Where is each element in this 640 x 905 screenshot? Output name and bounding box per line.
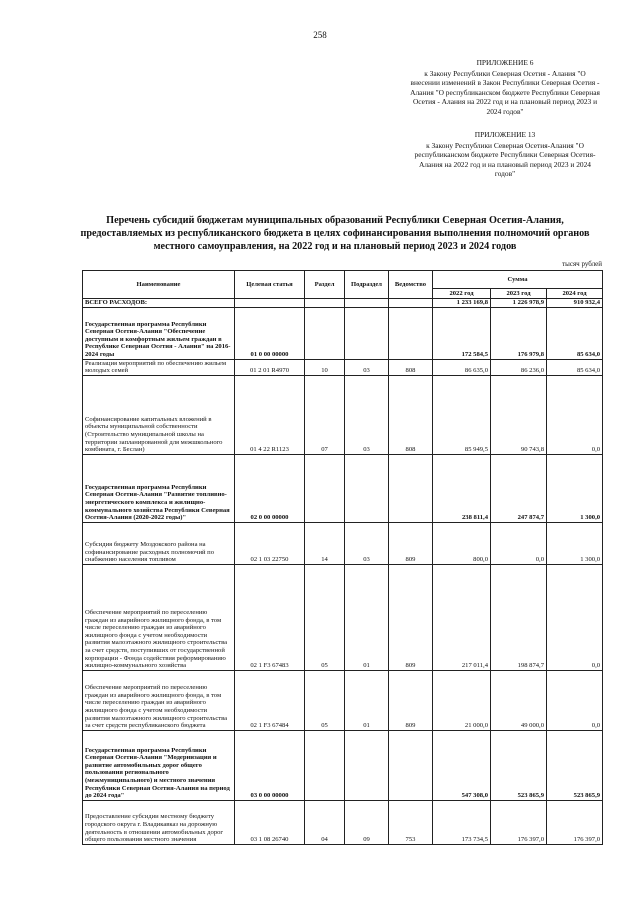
cell-subsection: 09 xyxy=(345,800,389,844)
cell-y2022: 86 635,0 xyxy=(433,359,491,375)
unit-label: тысяч рублей xyxy=(562,260,602,268)
cell-y2023: 86 236,0 xyxy=(491,359,547,375)
cell-target: 01 2 01 R4970 xyxy=(235,359,305,375)
cell-subsection: 03 xyxy=(345,375,389,454)
cell-section xyxy=(305,307,345,359)
cell-target: 02 1 F3 67484 xyxy=(235,670,305,730)
cell-target: 03 1 08 26740 xyxy=(235,800,305,844)
cell-subsection: 03 xyxy=(345,522,389,564)
table-body xyxy=(83,299,603,845)
cell-name: Государственная программа Республики Северная Осетия-Алания "Обеспечение доступным и комфортным жильем граждан в Республике Северная Осетия - Алания" на 2016-2024 годы xyxy=(83,307,235,359)
cell-target: 01 0 00 00000 xyxy=(235,307,305,359)
table-row xyxy=(83,730,603,800)
cell-section: 04 xyxy=(305,800,345,844)
cell-subsection xyxy=(345,454,389,522)
cell-agency xyxy=(389,299,433,308)
header-agency: Ведомство xyxy=(389,271,433,299)
page-number: 258 xyxy=(313,30,327,40)
cell-name: Государственная программа Республики Северная Осетия-Алания "Модернизация и развитие автомобильных дорог общего пользования регионального (межмуниципального) и местного значения Республики Северная Осетия-Алания на период до 2024 года" xyxy=(83,730,235,800)
cell-target: 02 0 00 00000 xyxy=(235,454,305,522)
cell-agency xyxy=(389,307,433,359)
cell-y2022: 21 000,0 xyxy=(433,670,491,730)
appendix-6-block xyxy=(410,58,600,117)
header-name: Наименование xyxy=(83,271,235,299)
cell-target: 02 1 03 22750 xyxy=(235,522,305,564)
cell-y2023: 523 865,9 xyxy=(491,730,547,800)
cell-name: Субсидия бюджету Моздокского района на софинансирование расходных полномочий по снабжению населения топливом xyxy=(83,522,235,564)
cell-agency: 808 xyxy=(389,375,433,454)
appendix-6-heading: ПРИЛОЖЕНИЕ 6 xyxy=(476,58,534,67)
cell-subsection xyxy=(345,730,389,800)
header-2024: 2024 год xyxy=(547,289,603,299)
cell-y2023: 176 979,8 xyxy=(491,307,547,359)
cell-y2024: 1 300,0 xyxy=(547,522,603,564)
cell-agency: 808 xyxy=(389,359,433,375)
cell-name: Реализация мероприятий по обеспечению жильем молодых семей xyxy=(83,359,235,375)
cell-target: 03 0 00 00000 xyxy=(235,730,305,800)
cell-name: Обеспечение мероприятий по переселению граждан из аварийного жилищного фонда, в том числе переселению граждан из аварийного жилищного фонда с учетом необходимости развития малоэтажного жилищного строительства за счет средств республиканского бюджета xyxy=(83,670,235,730)
cell-section xyxy=(305,454,345,522)
appendix-13-block xyxy=(410,130,600,179)
appendix-13-heading: ПРИЛОЖЕНИЕ 13 xyxy=(474,130,536,139)
header-subsection: Подраздел xyxy=(345,271,389,299)
cell-target: 02 1 F3 67483 xyxy=(235,564,305,670)
header-2022: 2022 год xyxy=(433,289,491,299)
cell-section xyxy=(305,730,345,800)
table-row xyxy=(83,307,603,359)
cell-section: 05 xyxy=(305,564,345,670)
cell-y2022: 217 011,4 xyxy=(433,564,491,670)
table-row xyxy=(83,299,603,308)
document-title: Перечень субсидий бюджетам муниципальных образований Республики Северная Осетия-Алания, предоставляемых из республиканского бюджета в целях софинансирования выполнения полномочий органов местного самоуправления, на 2022 год и на плановый период 2023 и 2024 годов xyxy=(80,215,590,252)
cell-y2023: 90 743,8 xyxy=(491,375,547,454)
cell-y2022: 800,0 xyxy=(433,522,491,564)
header-sum: Сумма xyxy=(433,271,603,289)
cell-y2023: 247 874,7 xyxy=(491,454,547,522)
cell-y2023: 198 874,7 xyxy=(491,564,547,670)
cell-section xyxy=(305,299,345,308)
cell-subsection: 01 xyxy=(345,670,389,730)
cell-subsection xyxy=(345,307,389,359)
table-row xyxy=(83,375,603,454)
subsidy-table xyxy=(82,270,603,845)
cell-y2023: 1 226 978,9 xyxy=(491,299,547,308)
cell-subsection: 03 xyxy=(345,359,389,375)
cell-target xyxy=(235,299,305,308)
cell-agency xyxy=(389,730,433,800)
cell-section: 05 xyxy=(305,670,345,730)
header-target: Целевая статья xyxy=(235,271,305,299)
cell-y2024: 0,0 xyxy=(547,670,603,730)
cell-y2022: 172 584,5 xyxy=(433,307,491,359)
cell-agency: 809 xyxy=(389,522,433,564)
cell-section: 10 xyxy=(305,359,345,375)
cell-agency: 809 xyxy=(389,564,433,670)
table-row xyxy=(83,454,603,522)
cell-y2024: 0,0 xyxy=(547,375,603,454)
cell-y2022: 1 233 169,8 xyxy=(433,299,491,308)
cell-name: Предоставление субсидии местному бюджету городского округа г. Владикавказ на дорожную деятельность в отношении автомобильных дорог общего пользования местного значения xyxy=(83,800,235,844)
cell-y2024: 523 865,9 xyxy=(547,730,603,800)
table-row xyxy=(83,670,603,730)
cell-y2024: 0,0 xyxy=(547,564,603,670)
cell-name: Софинансирование капитальных вложений в объекты муниципальной собственности (Строительство муниципальной школы на территории запланированной для межшкольного комбината, г. Беслан) xyxy=(83,375,235,454)
cell-name: Государственная программа Республики Северная Осетия-Алания "Развитие топливно-энергетического комплекса и жилищно-коммунального хозяйства Республики Северная Осетия-Алания (2020-2022 годы)" xyxy=(83,454,235,522)
table-row xyxy=(83,359,603,375)
table-row xyxy=(83,800,603,844)
cell-agency: 753 xyxy=(389,800,433,844)
cell-y2022: 173 734,5 xyxy=(433,800,491,844)
cell-y2024: 85 634,0 xyxy=(547,307,603,359)
cell-y2024: 176 397,0 xyxy=(547,800,603,844)
cell-subsection xyxy=(345,299,389,308)
cell-section: 14 xyxy=(305,522,345,564)
cell-target: 01 4 22 R1123 xyxy=(235,375,305,454)
cell-y2024: 85 634,0 xyxy=(547,359,603,375)
cell-y2023: 0,0 xyxy=(491,522,547,564)
table-row xyxy=(83,564,603,670)
cell-y2022: 85 949,5 xyxy=(433,375,491,454)
cell-y2022: 238 811,4 xyxy=(433,454,491,522)
cell-subsection: 01 xyxy=(345,564,389,670)
appendix-6-text: к Закону Республики Северная Осетия - Алания "О внесении изменений в Закон Республики Северная Осетия - Алания "О республиканском бюджете Республики Северная Осетия - Алания на 2022 год и на плановый период 2023 и 2024 годов" xyxy=(410,68,600,116)
cell-y2023: 49 000,0 xyxy=(491,670,547,730)
header-section: Раздел xyxy=(305,271,345,299)
cell-y2022: 547 308,0 xyxy=(433,730,491,800)
cell-agency: 809 xyxy=(389,670,433,730)
appendix-13-text: к Закону Республики Северная Осетия-Алания "О республиканском бюджете Республики Северная Осетия-Алания на 2022 год и на плановый период 2023 и 2024 годов" xyxy=(414,140,596,179)
cell-name: ВСЕГО РАСХОДОВ: xyxy=(83,299,235,308)
cell-name: Обеспечение мероприятий по переселению граждан из аварийного жилищного фонда, в том числе переселению граждан из аварийного жилищного фонда с учетом необходимости развития малоэтажного жилищного строительства за счет средств, поступивших от государственной корпорации - Фонда содействия реформированию жилищно-коммунального хозяйства xyxy=(83,564,235,670)
header-2023: 2023 год xyxy=(491,289,547,299)
cell-y2024: 910 932,4 xyxy=(547,299,603,308)
cell-agency xyxy=(389,454,433,522)
cell-y2023: 176 397,0 xyxy=(491,800,547,844)
table-row xyxy=(83,522,603,564)
cell-section: 07 xyxy=(305,375,345,454)
cell-y2024: 1 300,0 xyxy=(547,454,603,522)
